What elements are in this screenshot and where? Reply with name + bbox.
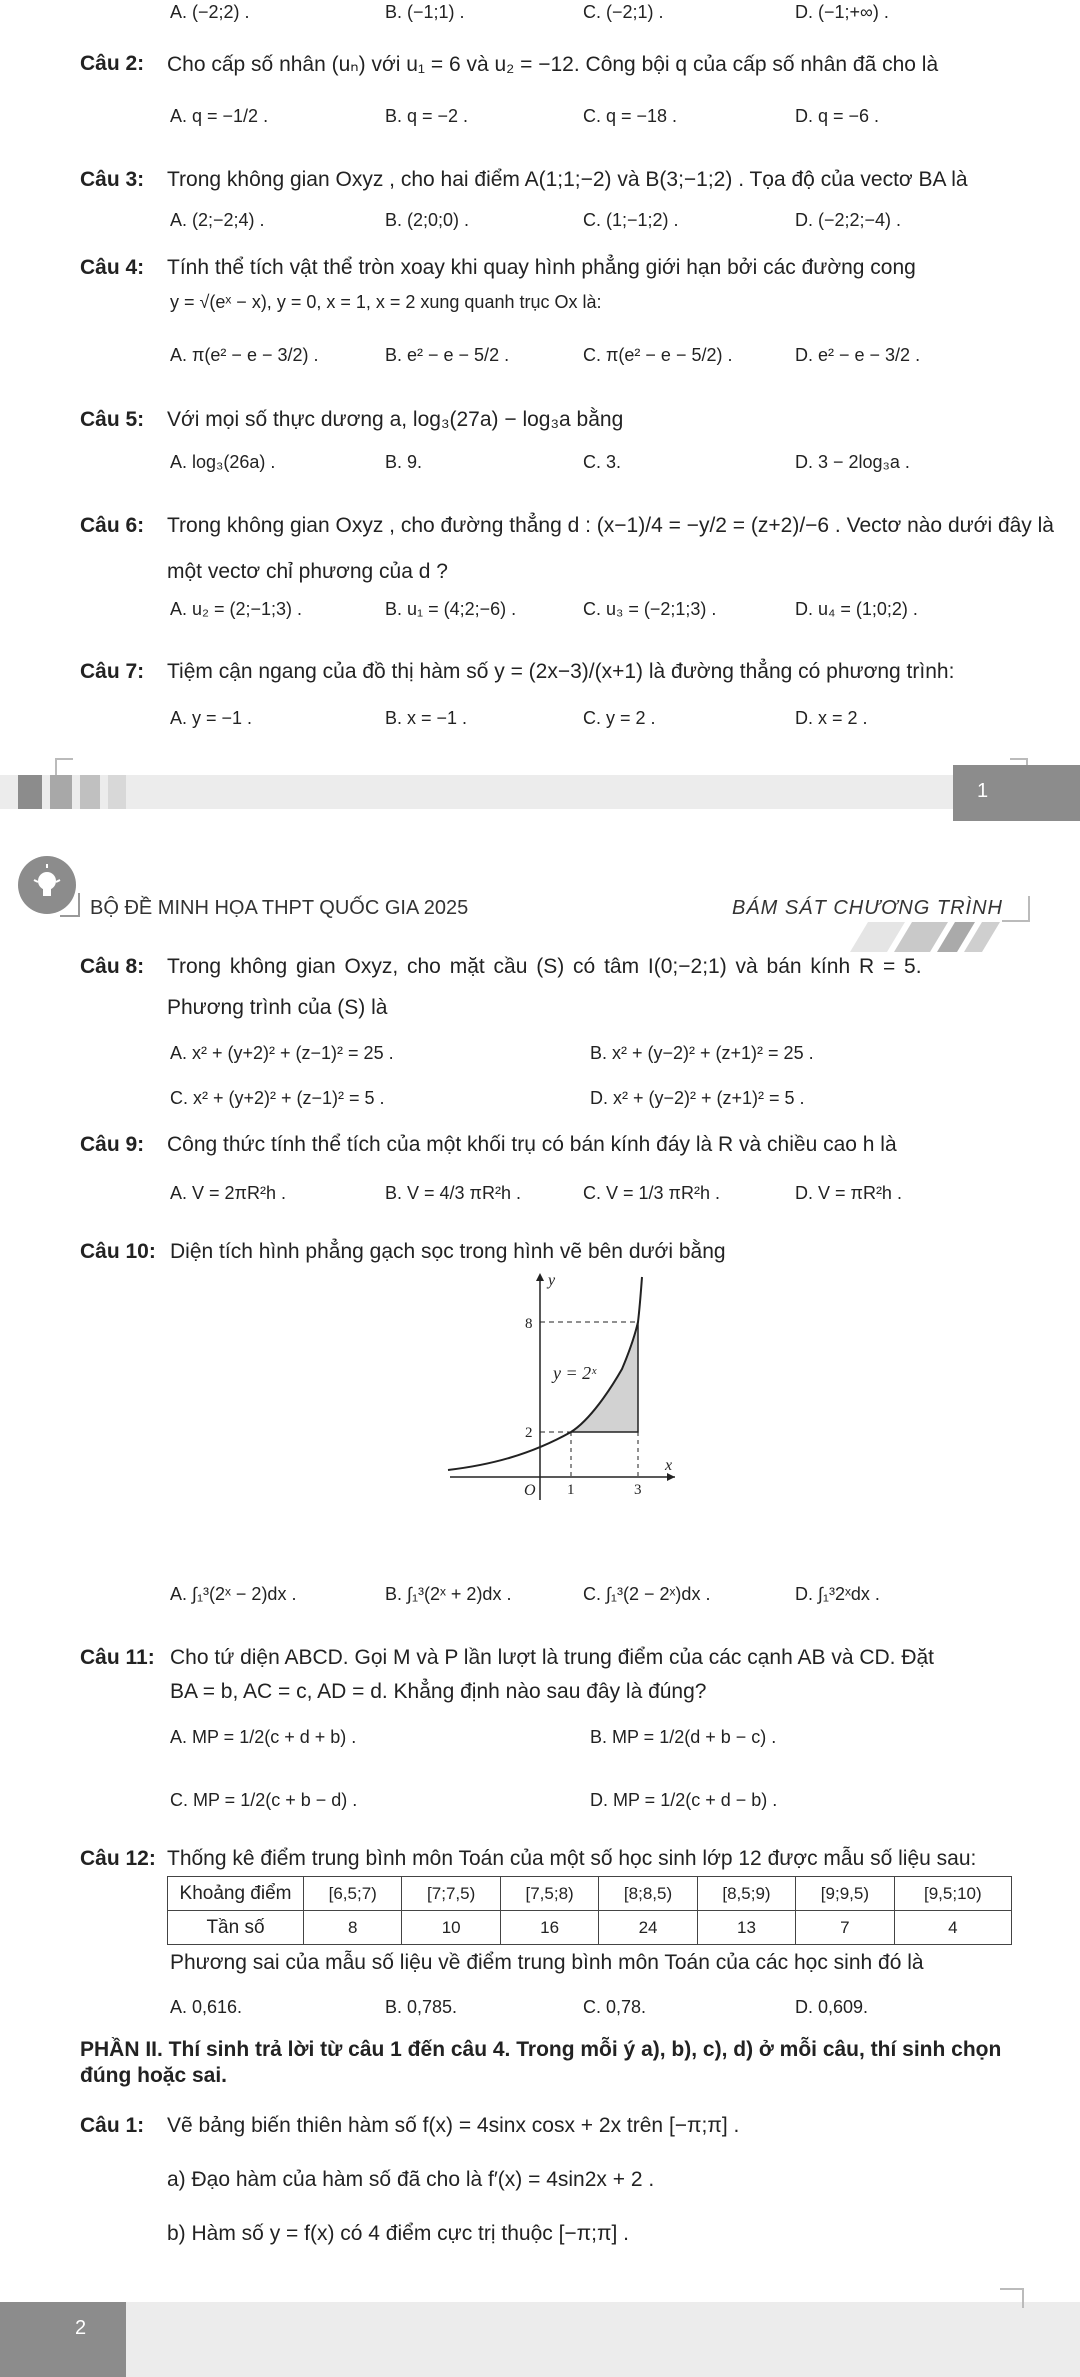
q7-option-c: C. y = 2 . — [583, 708, 656, 728]
table-cell: [7;7,5) — [402, 1877, 500, 1911]
header-logo — [18, 856, 76, 914]
q3-option-c: C. (1;−1;2) . — [583, 210, 679, 230]
q5-option-d: D. 3 − 2log₃a . — [795, 452, 910, 472]
label-x: x — [665, 1457, 673, 1474]
q4-option-b: B. e² − e − 5/2 . — [385, 345, 510, 365]
label-y8: 8 — [525, 1316, 533, 1332]
q7-option-d: D. x = 2 . — [795, 708, 868, 728]
q6-text: Trong không gian Oxyz , cho đường thẳng d : (x−1)/4 = −y/2 = (z+2)/−6 . Vectơ nào dưới đây là — [167, 514, 1054, 537]
q12-option-d: D. 0,609. — [795, 1997, 869, 2017]
q6-option-b: B. u₁ = (4;2;−6) . — [385, 599, 517, 619]
q1-option-b: B. (−1;1) . — [385, 2, 465, 22]
q12-text: Thống kê điểm trung bình môn Toán của một số học sinh lớp 12 được mẫu số liệu sau: — [167, 1847, 977, 1870]
q4-label: Câu 4: — [80, 256, 145, 279]
q1-option-d: D. (−1;+∞) . — [795, 2, 889, 22]
part2-q1-statement-b: b) Hàm số y = f(x) có 4 điểm cực trị thuộc [−π;π] . — [167, 2222, 629, 2245]
header-left: BỘ ĐỀ MINH HỌA THPT QUỐC GIA 2025 — [90, 897, 469, 919]
label-x1: 1 — [567, 1482, 575, 1498]
q12-option-b: B. 0,785. — [385, 1997, 458, 2017]
corner-mark — [1002, 896, 1030, 922]
x-axis-arrow — [667, 1473, 675, 1481]
q8-option-b: B. x² + (y−2)² + (z+1)² = 25 . — [590, 1043, 814, 1063]
q8-label: Câu 8: — [80, 955, 145, 978]
page-number: 2 — [75, 2317, 87, 2339]
q10-option-a: A. ∫₁³(2ˣ − 2)dx . — [170, 1584, 297, 1604]
page-number-box — [0, 2302, 126, 2377]
q4-option-a: A. π(e² − e − 3/2) . — [170, 345, 319, 365]
q9-label: Câu 9: — [80, 1133, 145, 1156]
q9-option-a: A. V = 2πR²h . — [170, 1183, 286, 1203]
q11-option-a: A. MP = 1/2(c + d + b) . — [170, 1727, 357, 1747]
q10-label: Câu 10: — [80, 1240, 156, 1263]
q11-label: Câu 11: — [80, 1646, 155, 1669]
lightbulb-icon — [18, 856, 76, 914]
table-cell: [9,5;10) — [894, 1877, 1011, 1911]
label-x3: 3 — [634, 1482, 642, 1498]
q8-option-c: C. x² + (y+2)² + (z−1)² = 5 . — [170, 1088, 385, 1108]
q5-option-a: A. log₃(26a) . — [170, 452, 276, 472]
q4-option-c: C. π(e² − e − 5/2) . — [583, 345, 733, 365]
header-line — [60, 915, 80, 917]
part2-q1-statement-a: a) Đạo hàm của hàm số đã cho là f′(x) = 4sin2x + 2 . — [167, 2168, 655, 2191]
q6-option-c: C. u₃ = (−2;1;3) . — [583, 599, 717, 619]
q7-label: Câu 7: — [80, 660, 145, 683]
q8-text: Trong không gian Oxyz, cho mặt cầu (S) có tâm I(0;−2;1) và bán kính R = 5. — [167, 955, 922, 978]
table-row — [168, 1911, 1012, 1945]
table-cell: 24 — [599, 1911, 697, 1945]
table-cell: 10 — [402, 1911, 500, 1945]
q6-label: Câu 6: — [80, 514, 145, 537]
curve — [448, 1277, 642, 1470]
footer-band — [0, 2302, 1080, 2377]
q8-option-d: D. x² + (y−2)² + (z+1)² = 5 . — [590, 1088, 805, 1108]
q3-label: Câu 3: — [80, 168, 145, 191]
q2-option-a: A. q = −1/2 . — [170, 106, 269, 126]
q10-option-c: C. ∫₁³(2 − 2ˣ)dx . — [583, 1584, 711, 1604]
footer-stripe — [50, 775, 72, 809]
q11-text: Cho tứ diện ABCD. Gọi M và P lần lượt là trung điểm của các cạnh AB và CD. Đặt — [170, 1646, 935, 1669]
q9-option-d: D. V = πR²h . — [795, 1183, 902, 1203]
q2-text: Cho cấp số nhân (uₙ) với u₁ = 6 và u₂ = −12. Công bội q của cấp số nhân đã cho là — [167, 53, 939, 76]
q9-option-b: B. V = 4/3 πR²h . — [385, 1183, 521, 1203]
header-line — [78, 893, 80, 917]
label-curve: y = 2ˣ — [553, 1363, 597, 1383]
table-cell: [9;9,5) — [796, 1877, 894, 1911]
q7-option-a: A. y = −1 . — [170, 708, 253, 728]
q5-label: Câu 5: — [80, 408, 145, 431]
label-y2: 2 — [525, 1425, 533, 1441]
header-right: BÁM SÁT CHƯƠNG TRÌNH — [732, 897, 1003, 919]
q5-option-b: B. 9. — [385, 452, 423, 472]
q7-option-b: B. x = −1 . — [385, 708, 468, 728]
table-cell: 4 — [894, 1911, 1011, 1945]
y-axis-arrow — [536, 1273, 544, 1281]
footer-stripe — [80, 775, 100, 809]
q6-text-line2: một vectơ chỉ phương của d ? — [167, 560, 448, 583]
q12-option-c: C. 0,78. — [583, 1997, 647, 2017]
q5-text: Với mọi số thực dương a, log₃(27a) − log₃a bằng — [167, 408, 624, 431]
q10-graph — [440, 1265, 680, 1505]
q9-option-c: C. V = 1/3 πR²h . — [583, 1183, 720, 1203]
footer-band — [0, 775, 1080, 809]
q2-option-b: B. q = −2 . — [385, 106, 469, 126]
q1-option-a: A. (−2;2) . — [170, 2, 250, 22]
header-decoration — [840, 922, 1000, 952]
footer-stripe — [18, 775, 42, 809]
q4-text: Tính thể tích vật thể tròn xoay khi quay hình phẳng giới hạn bởi các đường cong — [167, 256, 916, 279]
q11-option-b: B. MP = 1/2(d + b − c) . — [590, 1727, 777, 1747]
q11-option-d: D. MP = 1/2(c + d − b) . — [590, 1790, 778, 1810]
table-head-cell: Khoảng điểm — [168, 1877, 304, 1911]
q8-text-line2: Phương trình của (S) là — [167, 996, 388, 1019]
page-number: 1 — [977, 780, 989, 802]
q2-option-c: C. q = −18 . — [583, 106, 678, 126]
q12-label: Câu 12: — [80, 1847, 156, 1870]
table-cell: 13 — [697, 1911, 795, 1945]
table-cell: 8 — [304, 1911, 402, 1945]
q6-option-d: D. u₄ = (1;0;2) . — [795, 599, 918, 619]
part2-title: PHẦN II. Thí sinh trả lời từ câu 1 đến câu 4. Trong mỗi ý a), b), c), d) ở mỗi câu, thí sinh chọn — [80, 2038, 1002, 2061]
table-cell: 7 — [796, 1911, 894, 1945]
table-cell: [7,5;8) — [500, 1877, 598, 1911]
q6-option-a: A. u₂ = (2;−1;3) . — [170, 599, 303, 619]
q10-text: Diện tích hình phẳng gạch sọc trong hình vẽ bên dưới bằng — [170, 1240, 726, 1263]
table-cell: [6,5;7) — [304, 1877, 402, 1911]
table-row — [168, 1877, 1012, 1911]
q9-text: Công thức tính thể tích của một khối trụ có bán kính đáy là R và chiều cao h là — [167, 1133, 897, 1156]
part2-q1-text: Vẽ bảng biến thiên hàm số f(x) = 4sinx cosx + 2x trên [−π;π] . — [167, 2114, 740, 2137]
part2-q1-label: Câu 1: — [80, 2114, 145, 2137]
q10-option-b: B. ∫₁³(2ˣ + 2)dx . — [385, 1584, 512, 1604]
table-head-cell: Tần số — [168, 1911, 304, 1945]
q4-option-d: D. e² − e − 3/2 . — [795, 345, 921, 365]
q12-text-line2: Phương sai của mẫu số liệu về điểm trung bình môn Toán của các học sinh đó là — [170, 1951, 924, 1974]
label-origin: O — [524, 1482, 536, 1499]
table-cell: [8;8,5) — [599, 1877, 697, 1911]
q3-text: Trong không gian Oxyz , cho hai điểm A(1;1;−2) và B(3;−1;2) . Tọa độ của vectơ BA là — [167, 168, 968, 191]
q10-option-d: D. ∫₁³2ˣdx . — [795, 1584, 880, 1604]
q4-text-line2: y = √(eˣ − x), y = 0, x = 1, x = 2 xung quanh trục Ox là: — [170, 292, 602, 312]
q3-option-b: B. (2;0;0) . — [385, 210, 470, 230]
corner-mark — [1000, 2288, 1024, 2308]
q11-option-c: C. MP = 1/2(c + b − d) . — [170, 1790, 358, 1810]
table-cell: [8,5;9) — [697, 1877, 795, 1911]
q1-option-c: C. (−2;1) . — [583, 2, 664, 22]
q3-option-a: A. (2;−2;4) . — [170, 210, 265, 230]
q7-text: Tiệm cận ngang của đồ thị hàm số y = (2x−3)/(x+1) là đường thẳng có phương trình: — [167, 660, 955, 683]
q12-option-a: A. 0,616. — [170, 1997, 243, 2017]
q8-option-a: A. x² + (y+2)² + (z−1)² = 25 . — [170, 1043, 394, 1063]
q12-frequency-table — [167, 1876, 1012, 1945]
page-number-box — [953, 765, 1080, 821]
table-cell: 16 — [500, 1911, 598, 1945]
footer-stripe — [108, 775, 126, 809]
q11-text-line2: BA = b, AC = c, AD = d. Khẳng định nào sau đây là đúng? — [170, 1680, 707, 1703]
q2-option-d: D. q = −6 . — [795, 106, 880, 126]
q2-label: Câu 2: — [80, 52, 145, 75]
label-y: y — [548, 1272, 556, 1289]
part2-title-line2: đúng hoặc sai. — [80, 2064, 228, 2087]
q3-option-d: D. (−2;2;−4) . — [795, 210, 902, 230]
q5-option-c: C. 3. — [583, 452, 622, 472]
